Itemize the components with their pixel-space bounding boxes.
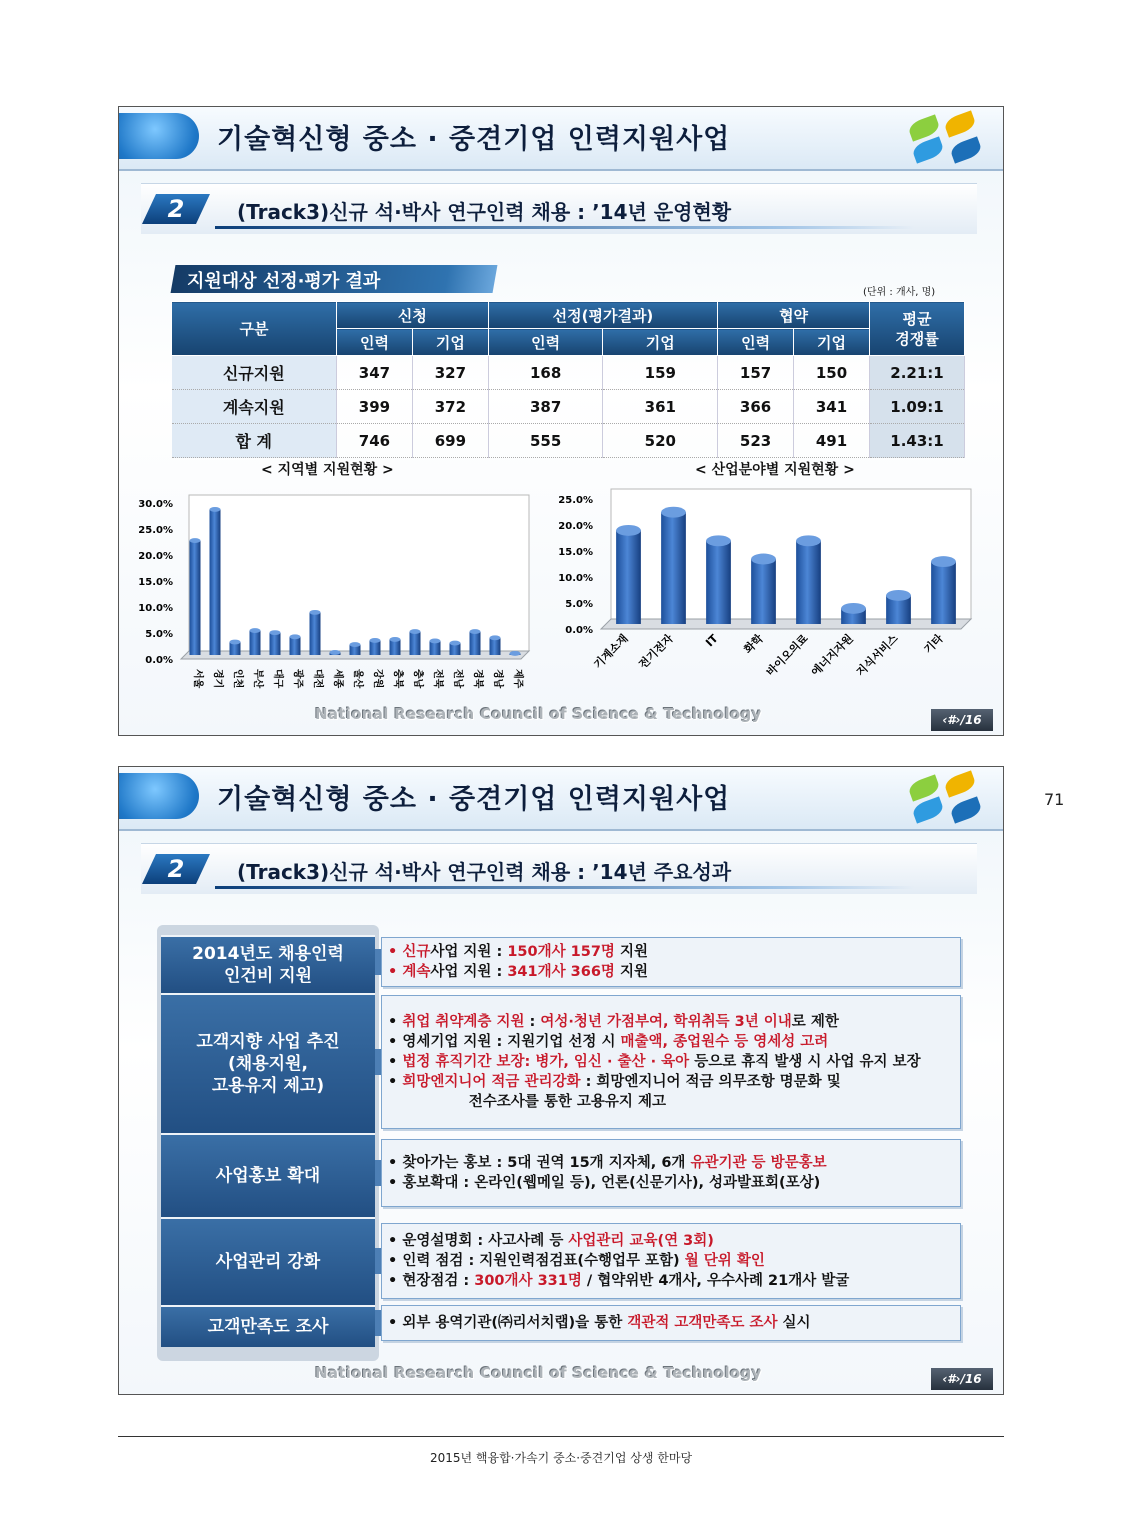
bullet-line — [388, 1092, 952, 1112]
ratio-cell: 2.21:1 — [870, 356, 965, 390]
table-cell: 520 — [603, 424, 718, 458]
section-underline — [215, 226, 915, 229]
bar-top — [350, 642, 361, 647]
x-tick-label: 지식서비스 — [853, 631, 901, 679]
table-cell: 372 — [412, 390, 488, 424]
bullet-line — [388, 1052, 952, 1072]
bar — [470, 632, 481, 655]
row-label-line: 사업홍보 확대 — [215, 1166, 321, 1186]
x-tick-label: 충남 — [412, 669, 423, 689]
row-label-line: 2014년도 채용인력 — [192, 944, 344, 964]
x-tick-label: 기타 — [921, 631, 946, 657]
row-content-box — [381, 1305, 961, 1341]
row-content-box — [381, 1139, 961, 1207]
selection-results-table — [171, 301, 965, 458]
bullet-line — [388, 1032, 952, 1052]
bar — [796, 541, 821, 624]
bar-top — [410, 629, 421, 634]
bullet-line — [388, 942, 952, 962]
section-number: 2 — [142, 194, 210, 224]
ratio-cell: 1.09:1 — [870, 390, 965, 424]
col-header-selected: 선정(평가결과) — [488, 302, 717, 329]
table-cell: 361 — [603, 390, 718, 424]
bullet-text: • 찾아가는 홍보 : 5대 권역 15개 지자체, 6개 — [388, 1155, 691, 1171]
y-tick-label: 10.0% — [558, 573, 593, 584]
y-tick-label: 0.0% — [565, 625, 593, 636]
col-sub-header: 기업 — [603, 329, 718, 356]
x-tick-label: 부산 — [252, 669, 263, 689]
table-cell: 341 — [794, 390, 870, 424]
bullet-text: • 영세기업 지원 : 지원기업 선정 시 — [388, 1034, 621, 1050]
row-label-line: 고용유지 제고) — [211, 1076, 325, 1096]
x-tick-label: 대전 — [312, 669, 323, 689]
page-badge: ‹#›/16 — [931, 1368, 993, 1390]
bar-top — [430, 639, 441, 644]
bar-top — [370, 638, 381, 643]
table-cell: 159 — [603, 356, 718, 390]
header-pill-decoration — [118, 113, 199, 159]
bullet-line — [388, 1271, 952, 1291]
bullet-line — [388, 1251, 952, 1271]
unit-label: (단위 : 개사, 명) — [863, 287, 936, 298]
bullet-text: 실시 — [777, 1315, 811, 1331]
bullet-text: : 희망엔지니어 적금 의무조항 명문화 및 — [580, 1074, 841, 1090]
col-sub-header: 인력 — [337, 329, 413, 356]
col-header-agreement: 협약 — [718, 302, 870, 329]
slide-operation-status — [118, 106, 1004, 736]
bullet-text: • 신규 — [388, 944, 431, 960]
table-cell: 327 — [412, 356, 488, 390]
bar — [250, 631, 261, 655]
bar — [410, 632, 421, 655]
bullet-line — [388, 1173, 952, 1193]
bullet-line — [388, 1153, 952, 1173]
bar-top — [450, 641, 461, 646]
x-tick-label: 울산 — [352, 669, 363, 689]
document-footer: 2015년 핵융합·가속기 중소·중견기업 상생 한마당 — [429, 1451, 693, 1465]
bar-top — [330, 650, 341, 655]
bar-top — [490, 635, 501, 640]
bullet-text: • — [388, 1014, 403, 1030]
col-header-category: 구분 — [172, 302, 337, 356]
bar-top — [390, 637, 401, 642]
bullet-text: 취업 취약계층 지원 — [402, 1014, 525, 1030]
row-content-box — [381, 1223, 961, 1299]
y-tick-label: 5.0% — [565, 599, 593, 610]
row-label — [161, 1133, 375, 1217]
section-number: 2 — [142, 854, 210, 884]
x-tick-label: 경기 — [212, 669, 223, 689]
section-underline — [215, 886, 915, 889]
row-label — [161, 1305, 375, 1347]
bullet-text: 지원 — [614, 964, 648, 980]
table-cell: 366 — [718, 390, 794, 424]
x-tick-label: 에너지자원 — [808, 631, 856, 679]
bar — [490, 638, 501, 655]
bullet-text: • 홍보확대 : 온라인(웹메일 등), 언론(신문기사), 성과발표회(포상) — [388, 1175, 821, 1191]
col-header-apply: 신청 — [337, 302, 489, 329]
bar-top — [510, 651, 521, 656]
bullet-text: 로 제한 — [791, 1014, 839, 1030]
bullet-text: 사업관리 교육(연 3회) — [568, 1233, 714, 1249]
bar — [310, 612, 321, 655]
row-label: 합 계 — [172, 424, 337, 458]
y-tick-label: 20.0% — [138, 551, 173, 562]
table-cell: 168 — [488, 356, 603, 390]
bar-top — [886, 590, 911, 601]
bullet-text: 사업 지원 : — [430, 964, 508, 980]
x-tick-label: 세종 — [332, 669, 343, 689]
table-cell: 387 — [488, 390, 603, 424]
x-tick-label: 광주 — [292, 669, 303, 689]
table-cell: 347 — [337, 356, 413, 390]
row-label-line: (채용지원, — [228, 1054, 308, 1074]
bar-top — [616, 525, 641, 536]
bar — [751, 559, 776, 624]
slide-header — [119, 107, 1003, 171]
footer-organization: National Research Council of Science & Technology — [315, 705, 762, 723]
x-tick-label: 강원 — [372, 669, 383, 689]
footer-organization: National Research Council of Science & Technology — [315, 1364, 762, 1382]
region-bar-chart — [119, 487, 539, 697]
x-tick-label: 화학 — [741, 631, 766, 657]
y-tick-label: 15.0% — [138, 577, 173, 588]
section-heading — [141, 843, 977, 894]
y-tick-label: 5.0% — [145, 629, 173, 640]
col-sub-header: 인력 — [718, 329, 794, 356]
row-label-line: 고객만족도 조사 — [207, 1317, 329, 1337]
bar — [190, 541, 201, 655]
industry-bar-chart — [539, 487, 999, 697]
bullet-text: • — [388, 1054, 403, 1070]
logo-icon — [901, 771, 993, 827]
slide-header — [119, 767, 1003, 831]
subsection-title: 지원대상 선정·평가 결과 — [187, 271, 381, 292]
section-title: (Track3)신규 석·박사 연구인력 채용 : ’14년 운영현황 — [237, 200, 732, 224]
table-cell: 150 — [794, 356, 870, 390]
row-label: 계속지원 — [172, 390, 337, 424]
bullet-text: • — [388, 1074, 403, 1090]
table-row — [172, 356, 965, 390]
col-sub-header: 기업 — [412, 329, 488, 356]
x-tick-label: 경북 — [472, 669, 483, 689]
col-header-avg-ratio: 평균 경쟁률 — [870, 302, 965, 356]
x-tick-label: 전기전자 — [636, 631, 676, 672]
ratio-cell: 1.43:1 — [870, 424, 965, 458]
bullet-line — [388, 962, 952, 982]
slide-title: 기술혁신형 중소 · 중견기업 인력지원사업 — [217, 784, 731, 815]
bar — [931, 562, 956, 624]
slide-key-results — [118, 766, 1004, 1395]
y-tick-label: 20.0% — [558, 521, 593, 532]
col-sub-header: 기업 — [794, 329, 870, 356]
bar — [290, 637, 301, 655]
table-cell: 699 — [412, 424, 488, 458]
bar — [661, 512, 686, 624]
y-tick-label: 0.0% — [145, 655, 173, 666]
bar-top — [841, 603, 866, 614]
bar — [616, 530, 641, 624]
bar — [706, 541, 731, 624]
slide-title: 기술혁신형 중소 · 중견기업 인력지원사업 — [217, 124, 731, 155]
bullet-text: 법정 휴직기간 보장: 병가, 임신 · 출산 · 육아 — [402, 1054, 690, 1070]
bullet-line — [388, 1313, 952, 1333]
bar-top — [250, 628, 261, 633]
bullet-text: • 외부 용역기관(㈜리서치랩)을 통한 — [388, 1315, 628, 1331]
bullet-text: 341개사 366명 — [507, 964, 615, 980]
bullet-text: • 인력 점검 : 지원인력점검표(수행업무 포함) — [388, 1253, 685, 1269]
table-cell: 491 — [794, 424, 870, 458]
row-label-line: 인건비 지원 — [223, 966, 313, 986]
row-label — [161, 1217, 375, 1305]
section-heading — [141, 183, 977, 234]
bar — [210, 509, 221, 655]
industry-chart-title: < 산업분야별 지원현황 > — [695, 462, 855, 478]
x-tick-label: 인천 — [232, 669, 243, 689]
x-tick-label: 서울 — [192, 669, 203, 689]
row-label-line: 사업관리 강화 — [215, 1252, 321, 1272]
bar-top — [931, 556, 956, 567]
bar-top — [470, 629, 481, 634]
y-tick-label: 10.0% — [138, 603, 173, 614]
table-row — [172, 424, 965, 458]
y-tick-label: 25.0% — [138, 525, 173, 536]
table-cell: 157 — [718, 356, 794, 390]
x-tick-label: 전남 — [452, 669, 463, 689]
y-tick-label: 25.0% — [558, 495, 593, 506]
table-cell: 399 — [337, 390, 413, 424]
row-content-box — [381, 995, 961, 1129]
bullet-text: 사업 지원 : — [430, 944, 508, 960]
bar-top — [210, 507, 221, 512]
bar-top — [310, 610, 321, 615]
page-number: 71 — [1044, 790, 1065, 809]
x-tick-label: 기계소재 — [591, 631, 631, 672]
row-content-box — [381, 937, 961, 987]
bullet-text: 희망엔지니어 적금 관리강화 — [402, 1074, 581, 1090]
bullet-line — [388, 1072, 952, 1092]
bullet-text: • 현장점검 : — [388, 1273, 475, 1289]
logo-icon — [901, 111, 993, 167]
bar-top — [290, 634, 301, 639]
x-tick-label: 제주 — [512, 669, 523, 689]
bullet-text: 300개사 331명 — [474, 1273, 582, 1289]
bar-top — [661, 507, 686, 518]
bullet-text: / 협약위반 4개사, 우수사례 21개사 발굴 — [581, 1273, 850, 1289]
table-cell: 746 — [337, 424, 413, 458]
table-cell: 555 — [488, 424, 603, 458]
bar-top — [270, 630, 281, 635]
row-label — [161, 935, 375, 993]
table-cell: 523 — [718, 424, 794, 458]
x-tick-label: 충북 — [392, 669, 403, 689]
bullet-text: 유관기관 등 방문홍보 — [690, 1155, 827, 1171]
x-tick-label: 경남 — [492, 669, 503, 689]
x-tick-label: 대구 — [272, 669, 283, 689]
region-chart-title: < 지역별 지원현황 > — [261, 462, 394, 478]
header-pill-decoration — [118, 773, 199, 819]
bullet-line — [388, 1012, 952, 1032]
section-title: (Track3)신규 석·박사 연구인력 채용 : ’14년 주요성과 — [237, 860, 732, 884]
bullet-text: 매출액, 종업원수 등 영세성 고려 — [620, 1034, 829, 1050]
bar-top — [706, 535, 731, 546]
page-badge: ‹#›/16 — [931, 709, 993, 731]
col-sub-header: 인력 — [488, 329, 603, 356]
x-tick-label: 바이오의료 — [763, 631, 811, 679]
row-label: 신규지원 — [172, 356, 337, 390]
bullet-text: 전수조사를 통한 고용유지 제고 — [388, 1094, 667, 1110]
bar-top — [190, 538, 201, 543]
x-tick-label: 전북 — [432, 669, 443, 689]
bar-top — [751, 554, 776, 565]
y-tick-label: 15.0% — [558, 547, 593, 558]
bullet-text: • 계속 — [388, 964, 431, 980]
table-row — [172, 390, 965, 424]
row-label — [161, 993, 375, 1133]
x-tick-label: IT — [703, 631, 721, 650]
row-label-line: 고객지향 사업 추진 — [196, 1032, 340, 1052]
bullet-text: : — [524, 1014, 541, 1030]
y-tick-label: 30.0% — [138, 499, 173, 510]
bar-top — [230, 640, 241, 645]
bullet-text: 여성·청년 가점부여, 학위취득 3년 이내 — [540, 1014, 792, 1030]
bullet-text: 월 단위 확인 — [684, 1253, 765, 1269]
bullet-text: • 운영설명회 : 사고사례 등 — [388, 1233, 569, 1249]
bar-top — [796, 535, 821, 546]
bar — [270, 633, 281, 655]
bullet-text: 등으로 휴직 발생 시 사업 유지 보장 — [689, 1054, 921, 1070]
footer-divider — [118, 1436, 1004, 1437]
bullet-text: 150개사 157명 — [507, 944, 615, 960]
bullet-line — [388, 1231, 952, 1251]
bullet-text: 객관적 고객만족도 조사 — [627, 1315, 778, 1331]
bullet-text: 지원 — [614, 944, 648, 960]
